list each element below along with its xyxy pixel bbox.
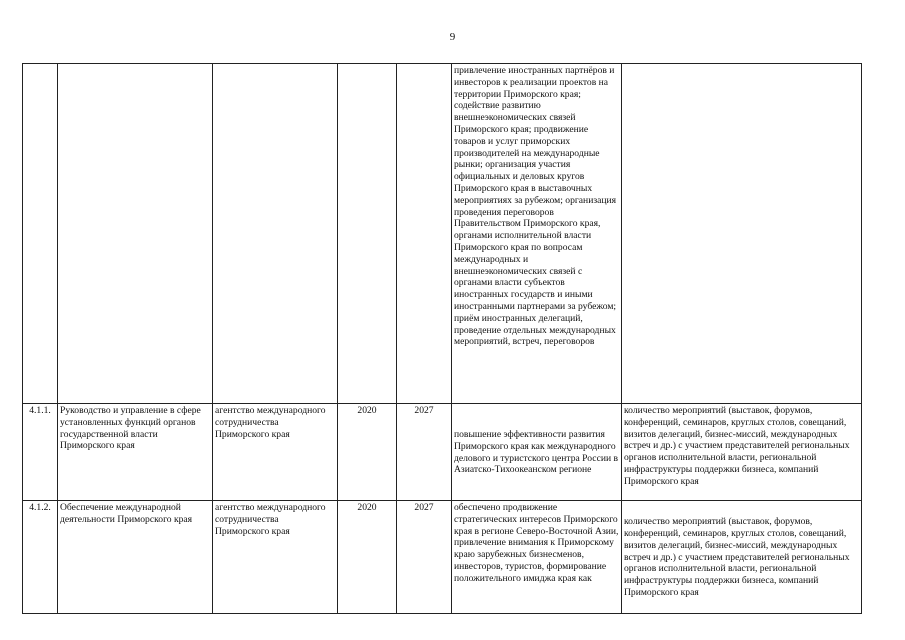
cell-year-start: [338, 64, 397, 404]
cell-indicator: количество мероприятий (выставок, форумов, конференций, семинаров, круглых столов, совещаний, визитов делегаций, бизнес-миссий, международных встреч и др.) с участием представителей региональных органов исполнительной власти, региональной инфраструктуры поддержки бизнеса, компаний Приморского края: [622, 501, 862, 614]
cell-year-end: [397, 64, 452, 404]
page-number: 9: [449, 31, 456, 43]
cell-executor: [213, 64, 338, 404]
table-row: [23, 501, 862, 614]
measures-table: [22, 63, 862, 614]
cell-num: 4.1.2.: [23, 501, 58, 614]
cell-year-start: 2020: [338, 501, 397, 614]
cell-result: повышение эффективности развития Приморского края как международного делового и туристского центра России в Азиатско-Тихоокеанском регионе: [452, 404, 622, 501]
cell-num: [23, 64, 58, 404]
cell-executor: агентство международного сотрудничества Приморского края: [213, 404, 338, 501]
cell-year-end: 2027: [397, 501, 452, 614]
cell-name: Руководство и управление в сфере установленных функций органов государственной власти Приморского края: [58, 404, 213, 501]
cell-result: привлечение иностранных партнёров и инвесторов к реализации проектов на территории Приморского края; содействие развитию внешнеэкономических связей Приморского края; продвижение товаров и услуг приморских производителей на международные рынки; организация участия официальных и деловых кругов Приморского края в выставочных мероприятиях за рубежом; организация проведения переговоров Правительством Приморского края, органами исполнительной власти Приморского края по вопросам международных и внешнеэкономических связей с органами власти субъектов иностранных государств и иными иностранными партнерами за рубежом; приём иностранных делегаций, проведение отдельных международных мероприятий, встреч, переговоров: [452, 64, 622, 404]
cell-name: [58, 64, 213, 404]
cell-num: 4.1.1.: [23, 404, 58, 501]
cell-name: Обеспечение международной деятельности Приморского края: [58, 501, 213, 614]
cell-indicator: [622, 64, 862, 404]
cell-year-end: 2027: [397, 404, 452, 501]
cell-executor: агентство международного сотрудничества Приморского края: [213, 501, 338, 614]
cell-result: обеспечено продвижение стратегических интересов Приморского края в регионе Северо-Восточной Азии, привлечение внимания к Приморскому краю зарубежных бизнесменов, инвесторов, туристов, формирование положительного имиджа края как: [452, 501, 622, 614]
table-row: [23, 404, 862, 501]
cell-indicator: количество мероприятий (выставок, форумов, конференций, семинаров, круглых столов, совещаний, визитов делегаций, бизнес-миссий, международных встреч и др.) с участием представителей региональных органов исполнительной власти, региональной инфраструктуры поддержки бизнеса, компаний Приморского края: [622, 404, 862, 501]
table-row: [23, 64, 862, 404]
cell-year-start: 2020: [338, 404, 397, 501]
